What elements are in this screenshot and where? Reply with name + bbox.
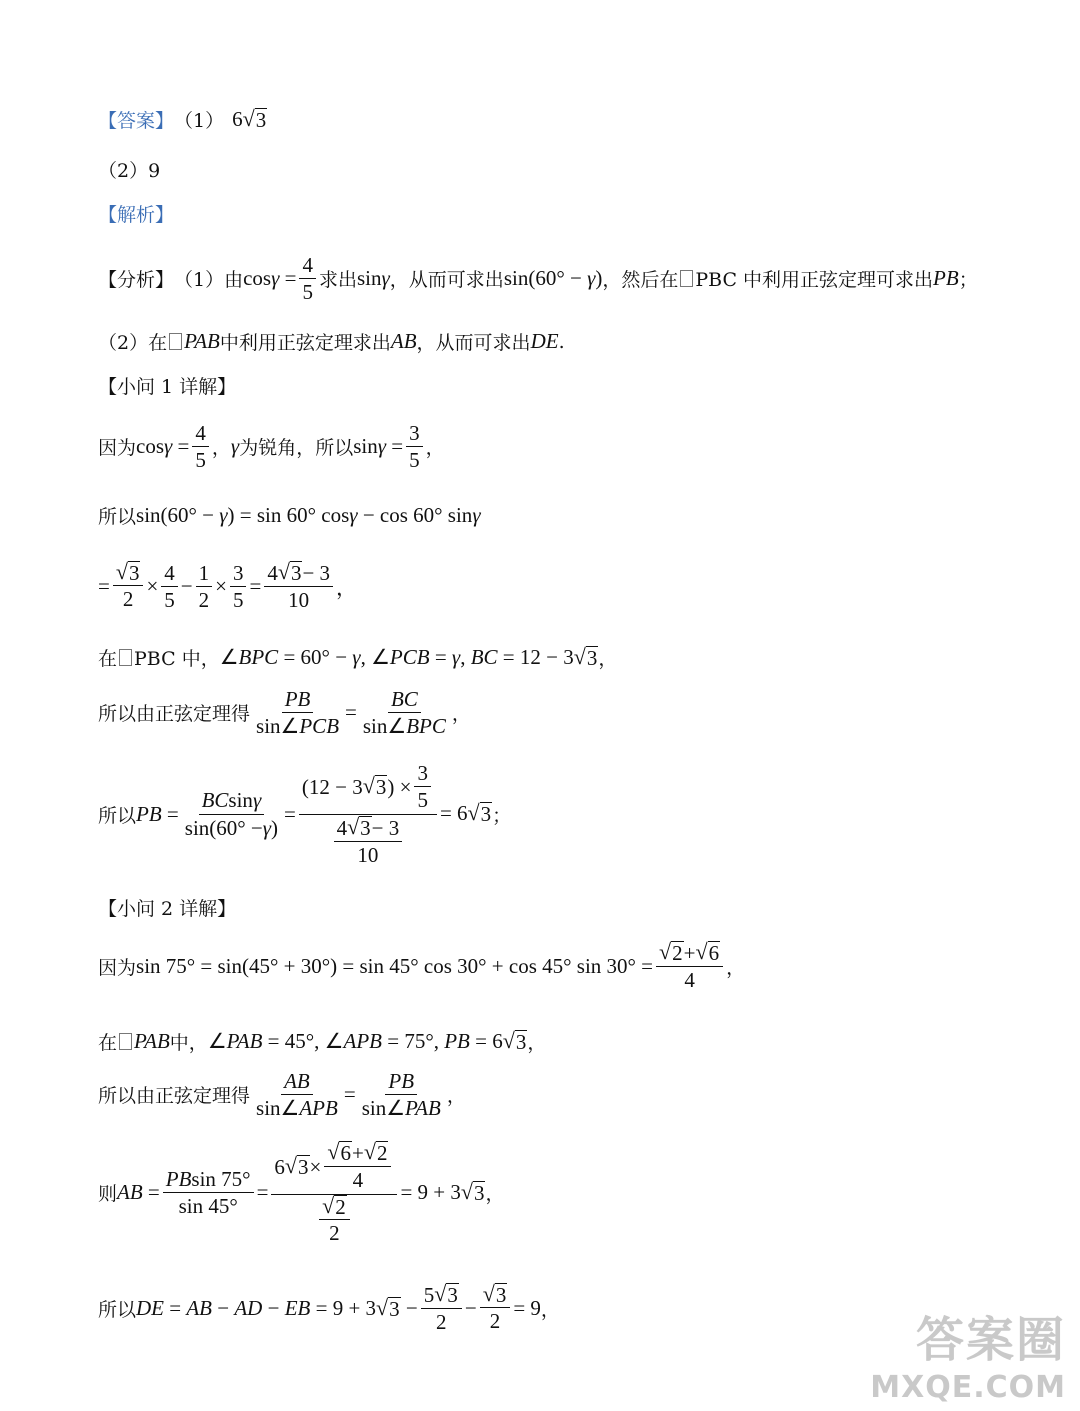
answer-label: 【答案】 xyxy=(98,110,175,132)
analysis-label: 【解析】 xyxy=(98,204,175,226)
answer-part1-prefix: （1） xyxy=(174,110,225,132)
watermark-logo xyxy=(870,1301,1066,1405)
answer-part1-value: 6 √ 3 xyxy=(232,105,267,132)
fraction: $\frac{4}{5}$ xyxy=(299,252,316,306)
watermark-line2: MXQE.COM xyxy=(870,1370,1066,1405)
fenxi-label: 【分析】 xyxy=(98,269,175,292)
q1-line6: 所以 PB = BC sin γ sin(60° − γ ) = (12 − 3 √ 3 ) × $\frac{3}{5}$ 4 √ 3 − 3 10 = 6 √ 3 ； xyxy=(98,761,512,867)
q2-line1: 因为 sin 75° = sin(45° + 30°) = sin 45° cos 30° + cos 45° sin 30° = √ 2 + √ 6 4 ， xyxy=(98,939,746,993)
answer-line xyxy=(98,106,267,133)
q2-line2: 在 PAB 中， ∠PAB = 45°, ∠APB = 75°, PB = 6 √ 3 ， xyxy=(98,1027,547,1054)
watermark-line1: 答案圈 xyxy=(915,1312,1066,1368)
q2-line5: 所以 DE = AB − AD − EB = 9 + 3 √ 3 − 5 √ 3 2 − √ 3 2 = 9 ， xyxy=(98,1281,560,1335)
q1-line3: = √ 3 2 × $\frac{4}{5}$ − $\frac{1}{2}$ × $\frac{3}{5}$ = 4 √ 3 − 3 10 ， xyxy=(98,559,358,613)
q2-title: 【小问 2 详解】 xyxy=(98,898,237,920)
q2-line4: 则 AB = PB sin 75° sin 45° = 6 √ 3 × √ 6 + √ 2 4 √ 2 2 = 9 + 3 √ 3 ， xyxy=(98,1139,505,1245)
q1-title: 【小问 1 详解】 xyxy=(98,376,237,398)
fenxi-line1: 【分析】 （1）由 cosγ = $\frac{4}{5}$ 求出 sinγ ，从而可求出 sin(60° − γ) ，然后在 PBC 中利用正弦定理可求出 PB ； xyxy=(98,253,978,305)
q2-line3: 所以由正弦定理得 AB sin∠ APB = PB sin∠ PAB ， xyxy=(98,1069,466,1121)
fenxi-line2: （2）在 PAB 中利用正弦定理求出 AB ，从而可求出 DE . xyxy=(98,329,565,354)
q1-line5: 所以由正弦定理得 PB sin∠ PCB = BC sin∠ BPC ， xyxy=(98,687,471,739)
answer-part2: （2）9 xyxy=(98,160,161,182)
q1-line1: 因为 cosγ = $\frac{4}{5}$ ， γ 为锐角，所以 sinγ = $\frac{3}{5}$ ， xyxy=(98,421,445,473)
q1-line4: 在 PBC 中， ∠BPC = 60° − γ, ∠PCB = γ, BC = 12 − 3 √ 3 ， xyxy=(98,643,618,670)
q1-line2: 所以 sin(60° − γ) = sin 60° cosγ − cos 60° sinγ xyxy=(98,503,481,528)
